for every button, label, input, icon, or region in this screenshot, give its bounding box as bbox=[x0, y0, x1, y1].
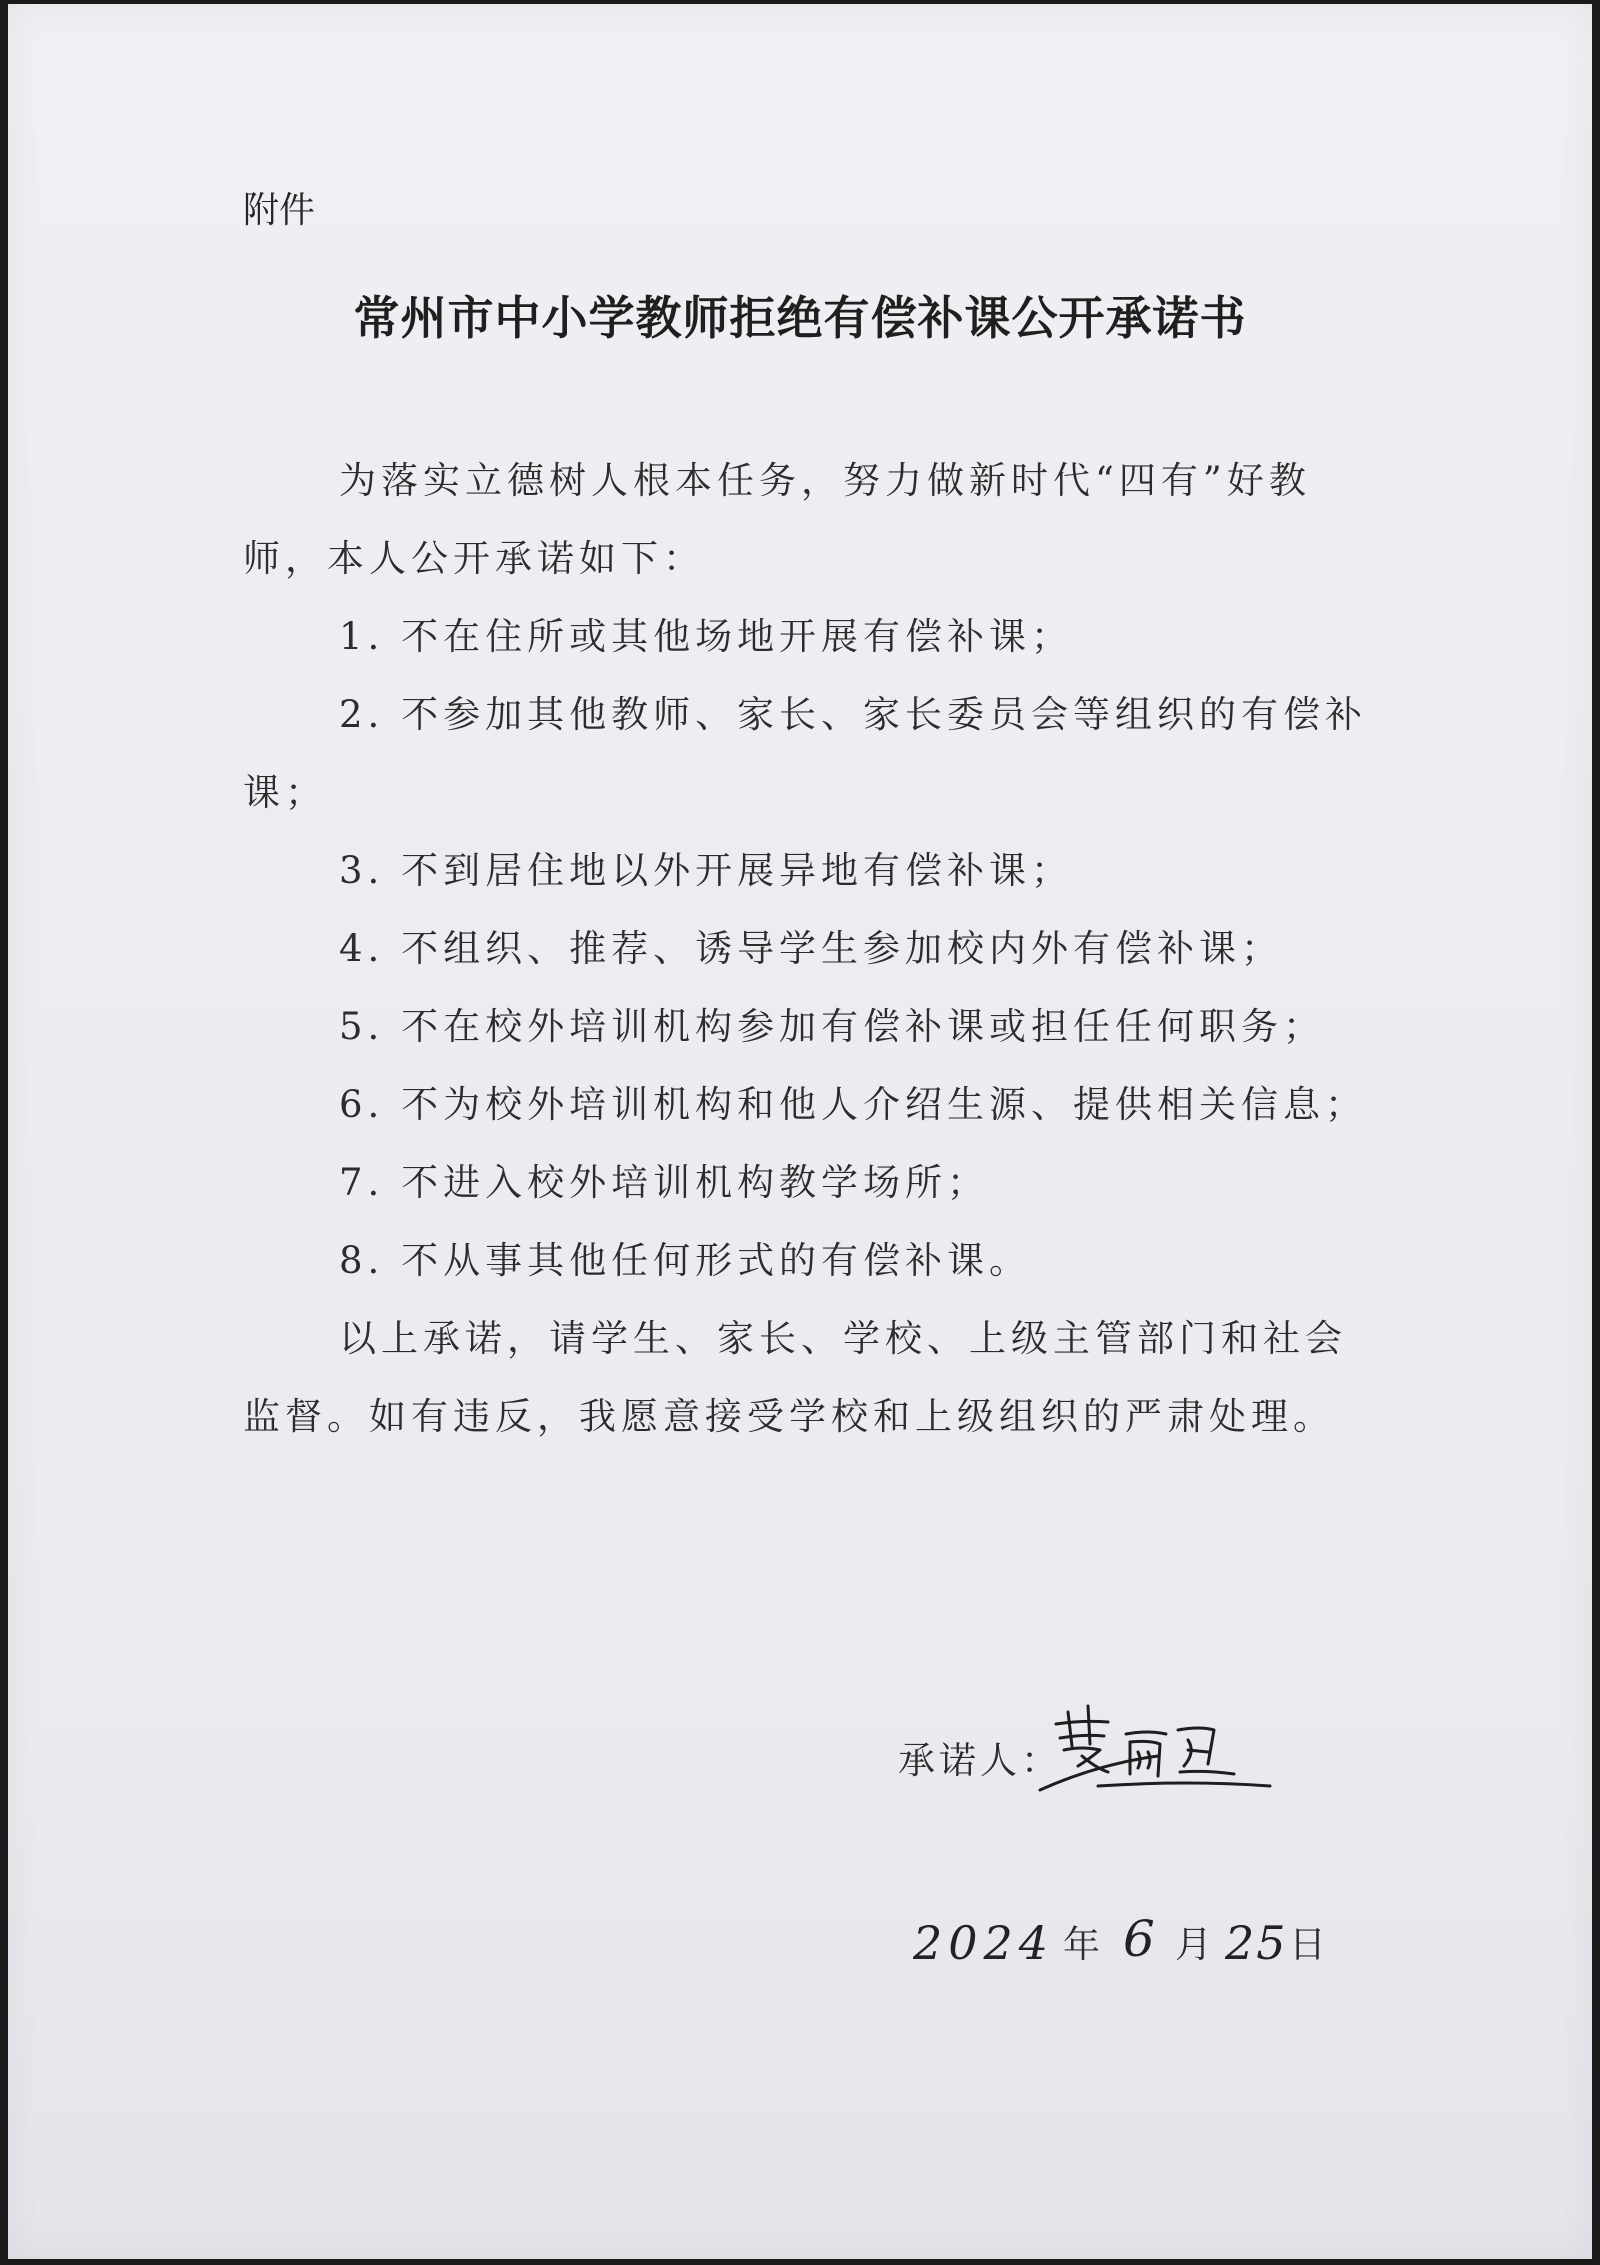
date-year: 2024 bbox=[913, 1916, 1055, 1970]
bleed-through-text bbox=[208, 564, 248, 613]
date-month-unit: 月 bbox=[1175, 1923, 1212, 1966]
date-month: 6 bbox=[1123, 1910, 1155, 1968]
document-page bbox=[8, 4, 1592, 2259]
pledge-item-3: 3. 不到居住地以外开展异地有偿补课； bbox=[339, 849, 1074, 892]
signer-label: 承诺人： bbox=[898, 1739, 1062, 1782]
pledge-item-1: 1. 不在住所或其他场地开展有偿补课； bbox=[339, 615, 1074, 658]
handwritten-signature bbox=[1038, 1694, 1278, 1804]
signature-block bbox=[888, 1694, 1308, 1784]
date-year-unit: 年 bbox=[1063, 1923, 1100, 1966]
pledge-item-2: 2. 不参加其他教师、家长、家长委员会等组织的有偿补课； bbox=[243, 693, 1368, 814]
date-day: 25 bbox=[1225, 1916, 1288, 1970]
intro-paragraph: 为落实立德树人根本任务，努力做新时代“四有”好教师，本人公开承诺如下： bbox=[243, 459, 1311, 580]
date-day-unit: 日 bbox=[1289, 1923, 1326, 1966]
handwritten-date bbox=[913, 1884, 1333, 1994]
closing-paragraph: 以上承诺，请学生、家长、学校、上级主管部门和社会监督。如有违反，我愿意接受学校和上级组织的严肃处理。 bbox=[243, 1317, 1347, 1438]
document-body bbox=[243, 442, 1368, 1456]
pledge-item-4: 4. 不组织、推荐、诱导学生参加校内外有偿补课； bbox=[339, 927, 1284, 970]
pledge-item-7: 7. 不进入校外培训机构教学场所； bbox=[339, 1161, 990, 1204]
document-title: 常州市中小学教师拒绝有偿补课公开承诺书 bbox=[353, 291, 1247, 345]
pledge-item-8: 8. 不从事其他任何形式的有偿补课。 bbox=[339, 1239, 1032, 1282]
pledge-item-5: 5. 不在校外培训机构参加有偿补课或担任任何职务； bbox=[339, 1005, 1326, 1048]
attachment-label: 附件 bbox=[243, 190, 316, 231]
pledge-item-6: 6. 不为校外培训机构和他人介绍生源、提供相关信息； bbox=[339, 1083, 1368, 1126]
